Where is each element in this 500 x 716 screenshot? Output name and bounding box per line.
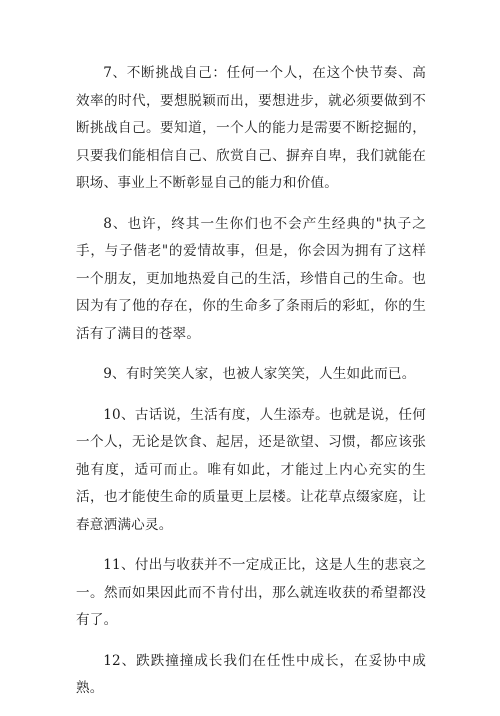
paragraph-8: 8、也许，终其一生你们也不会产生经典的"执子之手，与子偕老"的爱情故事，但是，你会因为拥有了这样一个朋友，更加地热爱自己的生活，珍惜自己的生命。也因为有了他的存在，你的生命多了条雨后的彩虹，你的生活有了满目的苍翠。 xyxy=(76,215,426,342)
paragraph-7: 7、不断挑战自己：任何一个人，在这个快节奏、高效率的时代，要想脱颖而出，要想进步，就必须要做到不断挑战自己。要知道，一个人的能力是需要不断挖掘的，只要我们能相信自己、欣赏自己、摒弃自卑，我们就能在职场、事业上不断彰显自己的能力和价值。 xyxy=(76,65,426,191)
paragraph-11: 11、付出与收获并不一定成正比，这是人生的悲哀之一。然而如果因此而不肯付出，那么就连收获的希望都没有了。 xyxy=(76,557,426,628)
paragraph-12: 12、跌跌撞撞成长我们在任性中成长，在妥协中成熟。 xyxy=(76,652,426,696)
paragraph-10: 10、古话说，生活有度，人生添寿。也就是说，任何一个人，无论是饮食、起居，还是欲望、习惯，都应该张弛有度，适可而止。唯有如此，才能过上内心充实的生活，也才能使生命的质量更上层楼。让花草点缀家庭，让春意洒满心灵。 xyxy=(76,406,426,533)
article-body xyxy=(76,60,426,716)
paragraph-9: 9、有时笑笑人家，也被人家笑笑，人生如此而已。 xyxy=(103,366,416,382)
